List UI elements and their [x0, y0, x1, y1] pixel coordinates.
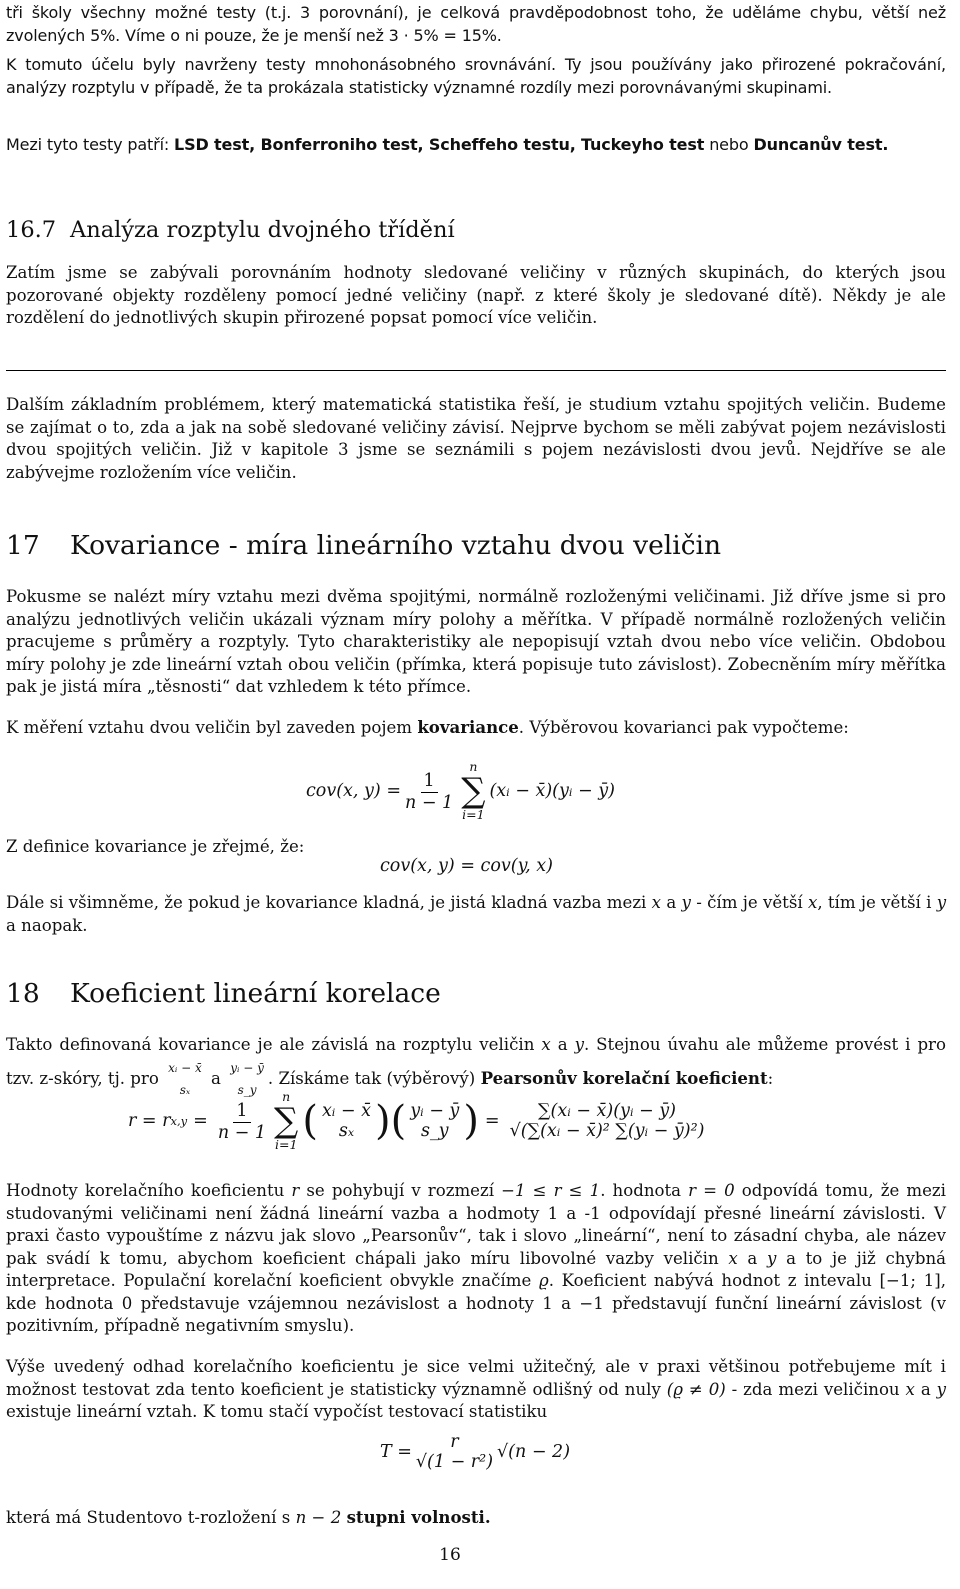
text-run: . Stejnou úvahu ale můžeme provést i pro tzv. z-skóry, tj. pro	[6, 1035, 946, 1088]
section-title: Analýza rozptylu dvojného třídění	[70, 217, 455, 243]
denominator: √(1 − r²)	[415, 1452, 494, 1472]
sum-lower: i=1	[462, 807, 485, 822]
sum-upper: n	[282, 1089, 291, 1104]
eq-term: (xᵢ − x̄)(yᵢ − ȳ)	[489, 781, 615, 801]
paragraph-top-2: K tomuto účelu byly navrženy testy mnohonásobného srovnávání. Ty jsou používány jako přirozené pokračování, analýzy rozptylu v případě, že ta prokázala statisticky významné rozdíly mezi porovnávanými skupinami.	[6, 55, 946, 97]
page-number: 16	[439, 1545, 461, 1565]
denominator: s_y	[237, 1083, 257, 1097]
sqrt-term: √(n − 2)	[497, 1442, 571, 1462]
numerator: yᵢ − ȳ	[230, 1060, 264, 1075]
fraction-zy	[410, 1101, 459, 1141]
paragraph-17-1: Pokusme se nalézt míry vztahu mezi dvěma spojitými, normálně rozloženými veličinami. Již dříve jsme si pro analýzu jednotlivých veličin ukázali význam míry polohy a měřítka. V případě normálně rozložených veličin pracujeme s průměry a rozptyly. Tyto charakteristiky ale nepopisují vztah dvou nebo více veličin. Obdobou míry polohy je zde lineární vztah obou veličin (přímka, která popisuje tuto závislost). Zobecněním míry měřítka pak je jistá míra „těsnosti“ dat vzhledem k této přímce.	[6, 587, 946, 696]
text-run: . hodnota	[600, 1181, 682, 1200]
sum-lower: i=1	[274, 1137, 298, 1152]
text-run: se pohybují v rozmezí	[306, 1181, 495, 1200]
section-title: Koeficient lineární korelace	[70, 978, 441, 1009]
denominator: n − 1	[217, 1122, 267, 1143]
sum-sign: ∑	[538, 1101, 551, 1121]
section-title: Kovariance - míra lineárního vztahu dvou veličin	[70, 530, 722, 561]
text-run: a	[920, 1379, 931, 1399]
r-zero: r = 0	[688, 1181, 735, 1200]
text-run: , tím je větší i	[817, 893, 932, 912]
section-number: 16.7	[6, 217, 57, 243]
term-pearson: Pearsonův korelační koeficient	[480, 1067, 768, 1088]
numerator: yᵢ − ȳ	[410, 1101, 460, 1121]
text-run: a	[747, 1248, 758, 1268]
var-x: x	[807, 893, 818, 912]
denominator: √(∑(xᵢ − x̄)² ∑(yᵢ − ȳ)²)	[509, 1121, 705, 1141]
equation-covariance	[306, 760, 615, 822]
tests-list: LSD test, Bonferroniho test, Scheffeho testu, Tuckeyho test	[174, 135, 705, 154]
tests-last: Duncanův test.	[753, 135, 889, 154]
section-heading-17	[6, 530, 946, 562]
text-run: odpovídá tomu, že mezi studovanými veličinami není žádná lineární vazba a hodmoty 1 a -1 odpovídají přesné lineární závislosti. V praxi často vypouštíme z názvu jak slovo „Pearsonův“, tak i slovo „lineární“, není to zásadní chyba, ale název pak svádí k tomu, abychom koeficient chápali jako míru libovolné vazby veličin	[6, 1181, 946, 1268]
text-run: a naopak.	[6, 915, 88, 935]
interval: [−1; 1]	[879, 1271, 941, 1290]
subscript: x,y	[170, 1114, 188, 1128]
denominator: n − 1	[405, 792, 454, 813]
paragraph-tests	[6, 134, 946, 157]
eq-lhs: r = r	[128, 1111, 171, 1131]
eq-lhs: cov(x, y) =	[306, 781, 401, 801]
var-x: x	[651, 893, 662, 912]
text-run: . Koeficient nabývá hodnot z intevalu	[548, 1271, 872, 1290]
numerator: xᵢ − x̄	[321, 1101, 371, 1121]
text-run: a to je již chybná interpretace. Populační korelační koeficient obvykle značíme	[6, 1248, 947, 1290]
text-run: a	[211, 1068, 221, 1088]
paragraph-18-3	[6, 1356, 946, 1424]
section-heading-16-7	[6, 216, 946, 244]
text-run: existuje lineární vztah. K tomu stačí vypočíst testovací statistiku	[6, 1402, 548, 1421]
denominator: sₓ	[338, 1121, 355, 1141]
var-x: x	[905, 1379, 915, 1399]
paragraph-18-2	[6, 1180, 946, 1338]
text-run: :	[767, 1068, 774, 1088]
numerator-term: (xᵢ − x̄)(yᵢ − ȳ)	[550, 1101, 676, 1121]
paragraph-top-1: tři školy všechny možné testy (t.j. 3 porovnání), je celková pravděpodobnost toho, že uděláme chybu, větší než zvolených 5%. Víme o ni pouze, že je menší než 3 · 5% = 15%.	[6, 3, 946, 45]
text-run: K měření vztahu dvou veličin byl zaveden pojem	[6, 718, 413, 737]
text-run: . Získáme tak (výběrový)	[267, 1068, 476, 1088]
paragraph-18-4	[6, 1506, 946, 1530]
sum-symbol: n ∑ i=1	[274, 1089, 299, 1152]
degrees-of-freedom: n − 2	[295, 1508, 342, 1527]
var-y: y	[936, 893, 947, 912]
denominator: sₓ	[179, 1083, 191, 1097]
fraction-zx	[322, 1101, 371, 1141]
section-heading-18	[6, 978, 946, 1010]
equation-symmetry	[380, 856, 553, 876]
numerator	[538, 1101, 676, 1121]
fraction	[405, 770, 453, 813]
fraction	[416, 1432, 493, 1472]
numerator: 1	[233, 1100, 250, 1123]
eq-symmetry: cov(x, y) = cov(y, x)	[380, 856, 553, 876]
numerator: r	[450, 1432, 459, 1452]
minus-one: −1	[579, 1293, 604, 1313]
term-kovariance: kovariance	[417, 717, 519, 737]
label-definition: Z definice kovariance je zřejmé, že:	[6, 837, 305, 856]
text-run: která má Studentovo t-rozložení s	[6, 1508, 291, 1527]
var-y: y	[936, 1379, 947, 1399]
eq-lhs: T =	[380, 1442, 412, 1462]
tests-or: nebo	[709, 135, 749, 154]
var-y: y	[574, 1035, 584, 1054]
var-x: x	[728, 1248, 738, 1268]
term-stupni-volnosti: stupni volnosti.	[346, 1507, 491, 1527]
text-run: a	[666, 893, 677, 912]
text-run: a	[557, 1035, 568, 1054]
numerator: xᵢ − x̄	[168, 1060, 202, 1075]
sum-upper: n	[469, 759, 478, 774]
text-run: představují funční lineární závislost (v pozitivním, případně negativním smyslu).	[6, 1293, 946, 1335]
var-y: y	[681, 893, 691, 912]
rho-not-zero: (ϱ ≠ 0)	[666, 1379, 726, 1399]
var-y: y	[767, 1248, 777, 1268]
paragraph-17-2	[6, 716, 946, 740]
tests-intro: Mezi tyto testy patří:	[6, 135, 170, 154]
paragraph-17-3	[6, 892, 946, 937]
fraction	[218, 1100, 266, 1143]
section-number: 17	[6, 530, 40, 561]
equals: =	[193, 1111, 208, 1131]
equation-pearson: r = r x,y = $\frac{1}{n - 1}$ n ∑ i=1 ( xᵢ − x̄ sₓ ) ( yᵢ − ȳ s_y ) = ∑(xᵢ − x̄)(yᵢ − ȳ) √(∑(xᵢ − x̄)² ∑(yᵢ − ȳ)²)	[128, 1089, 705, 1152]
equation-test-statistic	[380, 1432, 570, 1472]
var-r: r	[291, 1181, 300, 1200]
paragraph-intro: Dalším základním problémem, který matematická statistika řeší, je studium vztahu spojitých veličin. Budeme se zajímat o to, zda a jak na sobě sledované veličiny závisí. Nejprve bychom se měli zabývat pojem nezávislosti dvou spojitých veličin. Již v kapitole 3 jsme se seznámili s pojem nezávislosti dvou jevů. Nejdříve se ale zabývejme rozložením více veličin.	[6, 395, 946, 482]
numerator: 1	[421, 770, 438, 793]
denominator: s_y	[420, 1121, 449, 1141]
text-run: Takto definovaná kovariance je ale závislá na rozptylu veličin	[6, 1035, 535, 1054]
range: −1 ≤ r ≤ 1	[501, 1181, 601, 1200]
paragraph-16-7: Zatím jsme se zabývali porovnáním hodnoty sledované veličiny v různých skupinách, do kterých jsou pozorované objekty rozděleny pomocí jedné veličiny (např. z které školy je sledované dítě). Někdy je ale rozdělení do jednotlivých skupin přirozené popsat pomocí více veličin.	[6, 263, 946, 327]
text-run: . Výběrovou kovarianci pak vypočteme:	[518, 718, 849, 737]
fraction-big	[510, 1101, 705, 1141]
text-run: - čím je větší	[696, 893, 803, 912]
var-x: x	[541, 1035, 551, 1054]
equals: =	[484, 1111, 500, 1131]
horizontal-rule	[6, 370, 946, 371]
text-run: , kde hodnota 0 představuje vzájemnou nezávislost a hodnoty 1 a	[6, 1271, 946, 1313]
text-run: Dále si všimněme, že pokud je kovariance kladná, je jistá kladná vazba mezi	[6, 893, 647, 912]
text-run: Hodnoty korelačního koeficientu	[6, 1181, 285, 1200]
text-run: Výše uvedený odhad korelačního koeficientu je sice velmi užitečný, ale v praxi většinou potřebujeme mít i možnost testovat zda tento koeficient je statisticky významně odlišný od nuly	[6, 1357, 946, 1399]
sum-symbol: n ∑ i=1	[461, 759, 486, 822]
text-run: - zda mezi veličinou	[731, 1379, 900, 1399]
section-number: 18	[6, 978, 40, 1009]
var-rho: ϱ	[538, 1271, 549, 1290]
